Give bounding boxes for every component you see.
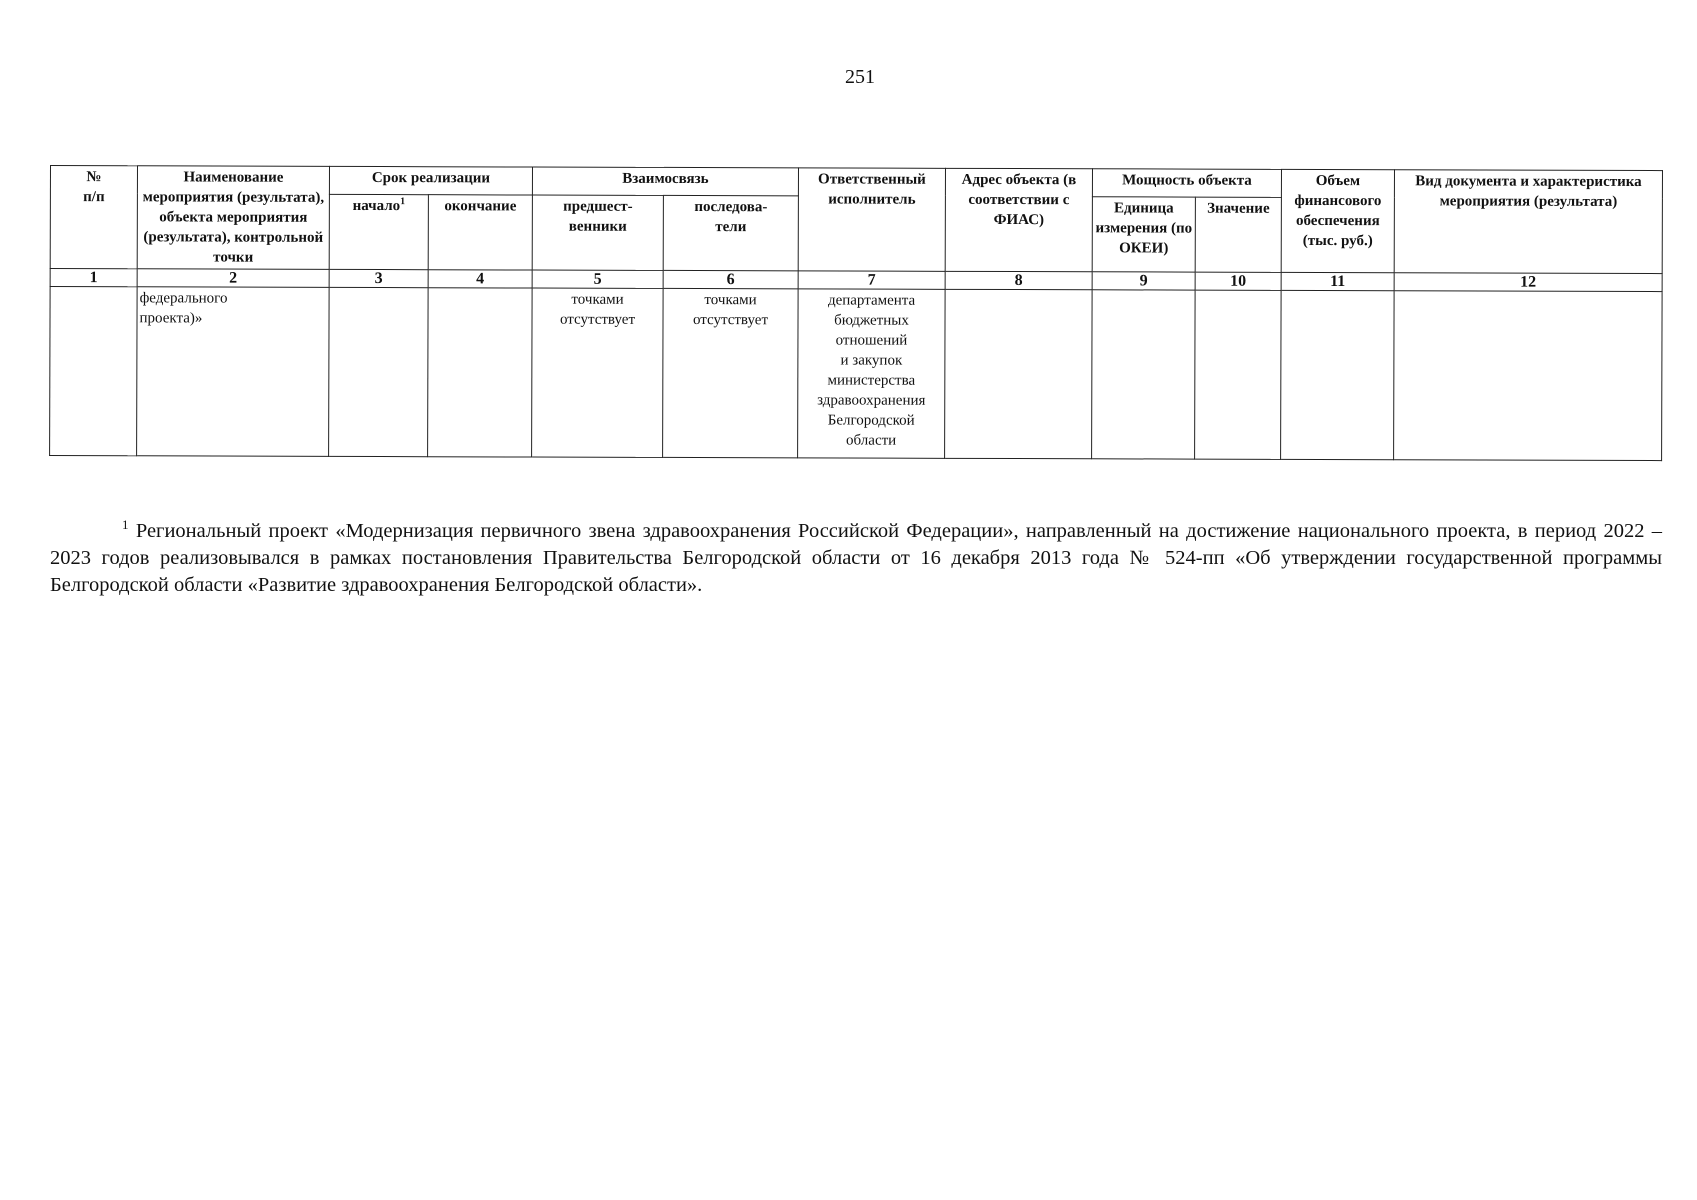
header-start-footnote-mark: 1 [400, 195, 406, 207]
header-num: № п/п [50, 166, 137, 269]
page-number: 251 [845, 66, 875, 88]
column-number: 1 [50, 269, 137, 287]
footnote-text: Региональный проект «Модернизация первичного звена здравоохранения Российской Федерации», направленный на достижение национального проекта, в период 2022 – 2023 годов реализовывался в рамках постановления Правительства Белгородской области от 16 декабря 2013 года № 524-пп «Об утверждении государственной программы Белгородской области «Развитие здравоохранения Белгородской области». [50, 520, 1663, 596]
column-number: 11 [1281, 272, 1394, 290]
header-address: Адрес объекта (в соответствии с ФИАС) [945, 168, 1092, 271]
column-number: 10 [1195, 272, 1281, 290]
footnote [50, 518, 1662, 599]
header-name: Наименование мероприятия (результата), объекта мероприятия (результата), контрольной точки [137, 166, 329, 270]
cell-name: федерального проекта)» [137, 287, 330, 457]
header-capacity: Мощность объекта [1092, 169, 1281, 197]
header-predecessors: предшест- венники [532, 195, 663, 271]
header-period: Срок реализации [329, 166, 532, 194]
header-row-1 [50, 166, 1662, 199]
header-responsible: Ответственный исполнитель [798, 168, 945, 271]
header-unit: Единица измерения (по ОКЕИ) [1092, 196, 1195, 272]
column-number: 8 [945, 271, 1092, 289]
cell-funding [1281, 290, 1395, 459]
header-value: Значение [1195, 197, 1281, 273]
cell-address [945, 289, 1093, 458]
table-row [50, 287, 1663, 461]
header-funding: Объем финансового обеспечения (тыс. руб.) [1281, 169, 1394, 272]
column-number: 2 [137, 269, 329, 288]
header-successors: последова- тели [663, 195, 798, 271]
column-number: 12 [1394, 273, 1662, 292]
column-number: 9 [1092, 272, 1195, 290]
column-number: 5 [532, 270, 663, 288]
cell-value [1195, 290, 1282, 459]
column-number: 6 [663, 270, 798, 288]
cell-successors: точками отсутствует [663, 288, 799, 457]
cell-unit [1092, 290, 1196, 459]
cell-end [428, 288, 533, 457]
implementation-plan-table [49, 165, 1663, 461]
header-doc-type: Вид документа и характеристика мероприятия (результата) [1394, 170, 1662, 274]
cell-start [329, 287, 429, 456]
cell-doc-type [1394, 291, 1663, 461]
cell-num [50, 287, 138, 456]
column-number: 3 [329, 269, 428, 287]
header-relation: Взаимосвязь [532, 167, 798, 195]
cell-predecessors: точками отсутствует [532, 288, 664, 457]
column-number: 4 [428, 270, 532, 288]
header-start: начало$^1$ [329, 194, 428, 270]
header-end: окончание [428, 194, 532, 270]
column-number: 7 [798, 271, 945, 289]
cell-responsible: департамента бюджетных отношений и закупок министерства здравоохранения Белгородской области [798, 289, 946, 458]
footnote-marker: 1 [122, 517, 129, 533]
